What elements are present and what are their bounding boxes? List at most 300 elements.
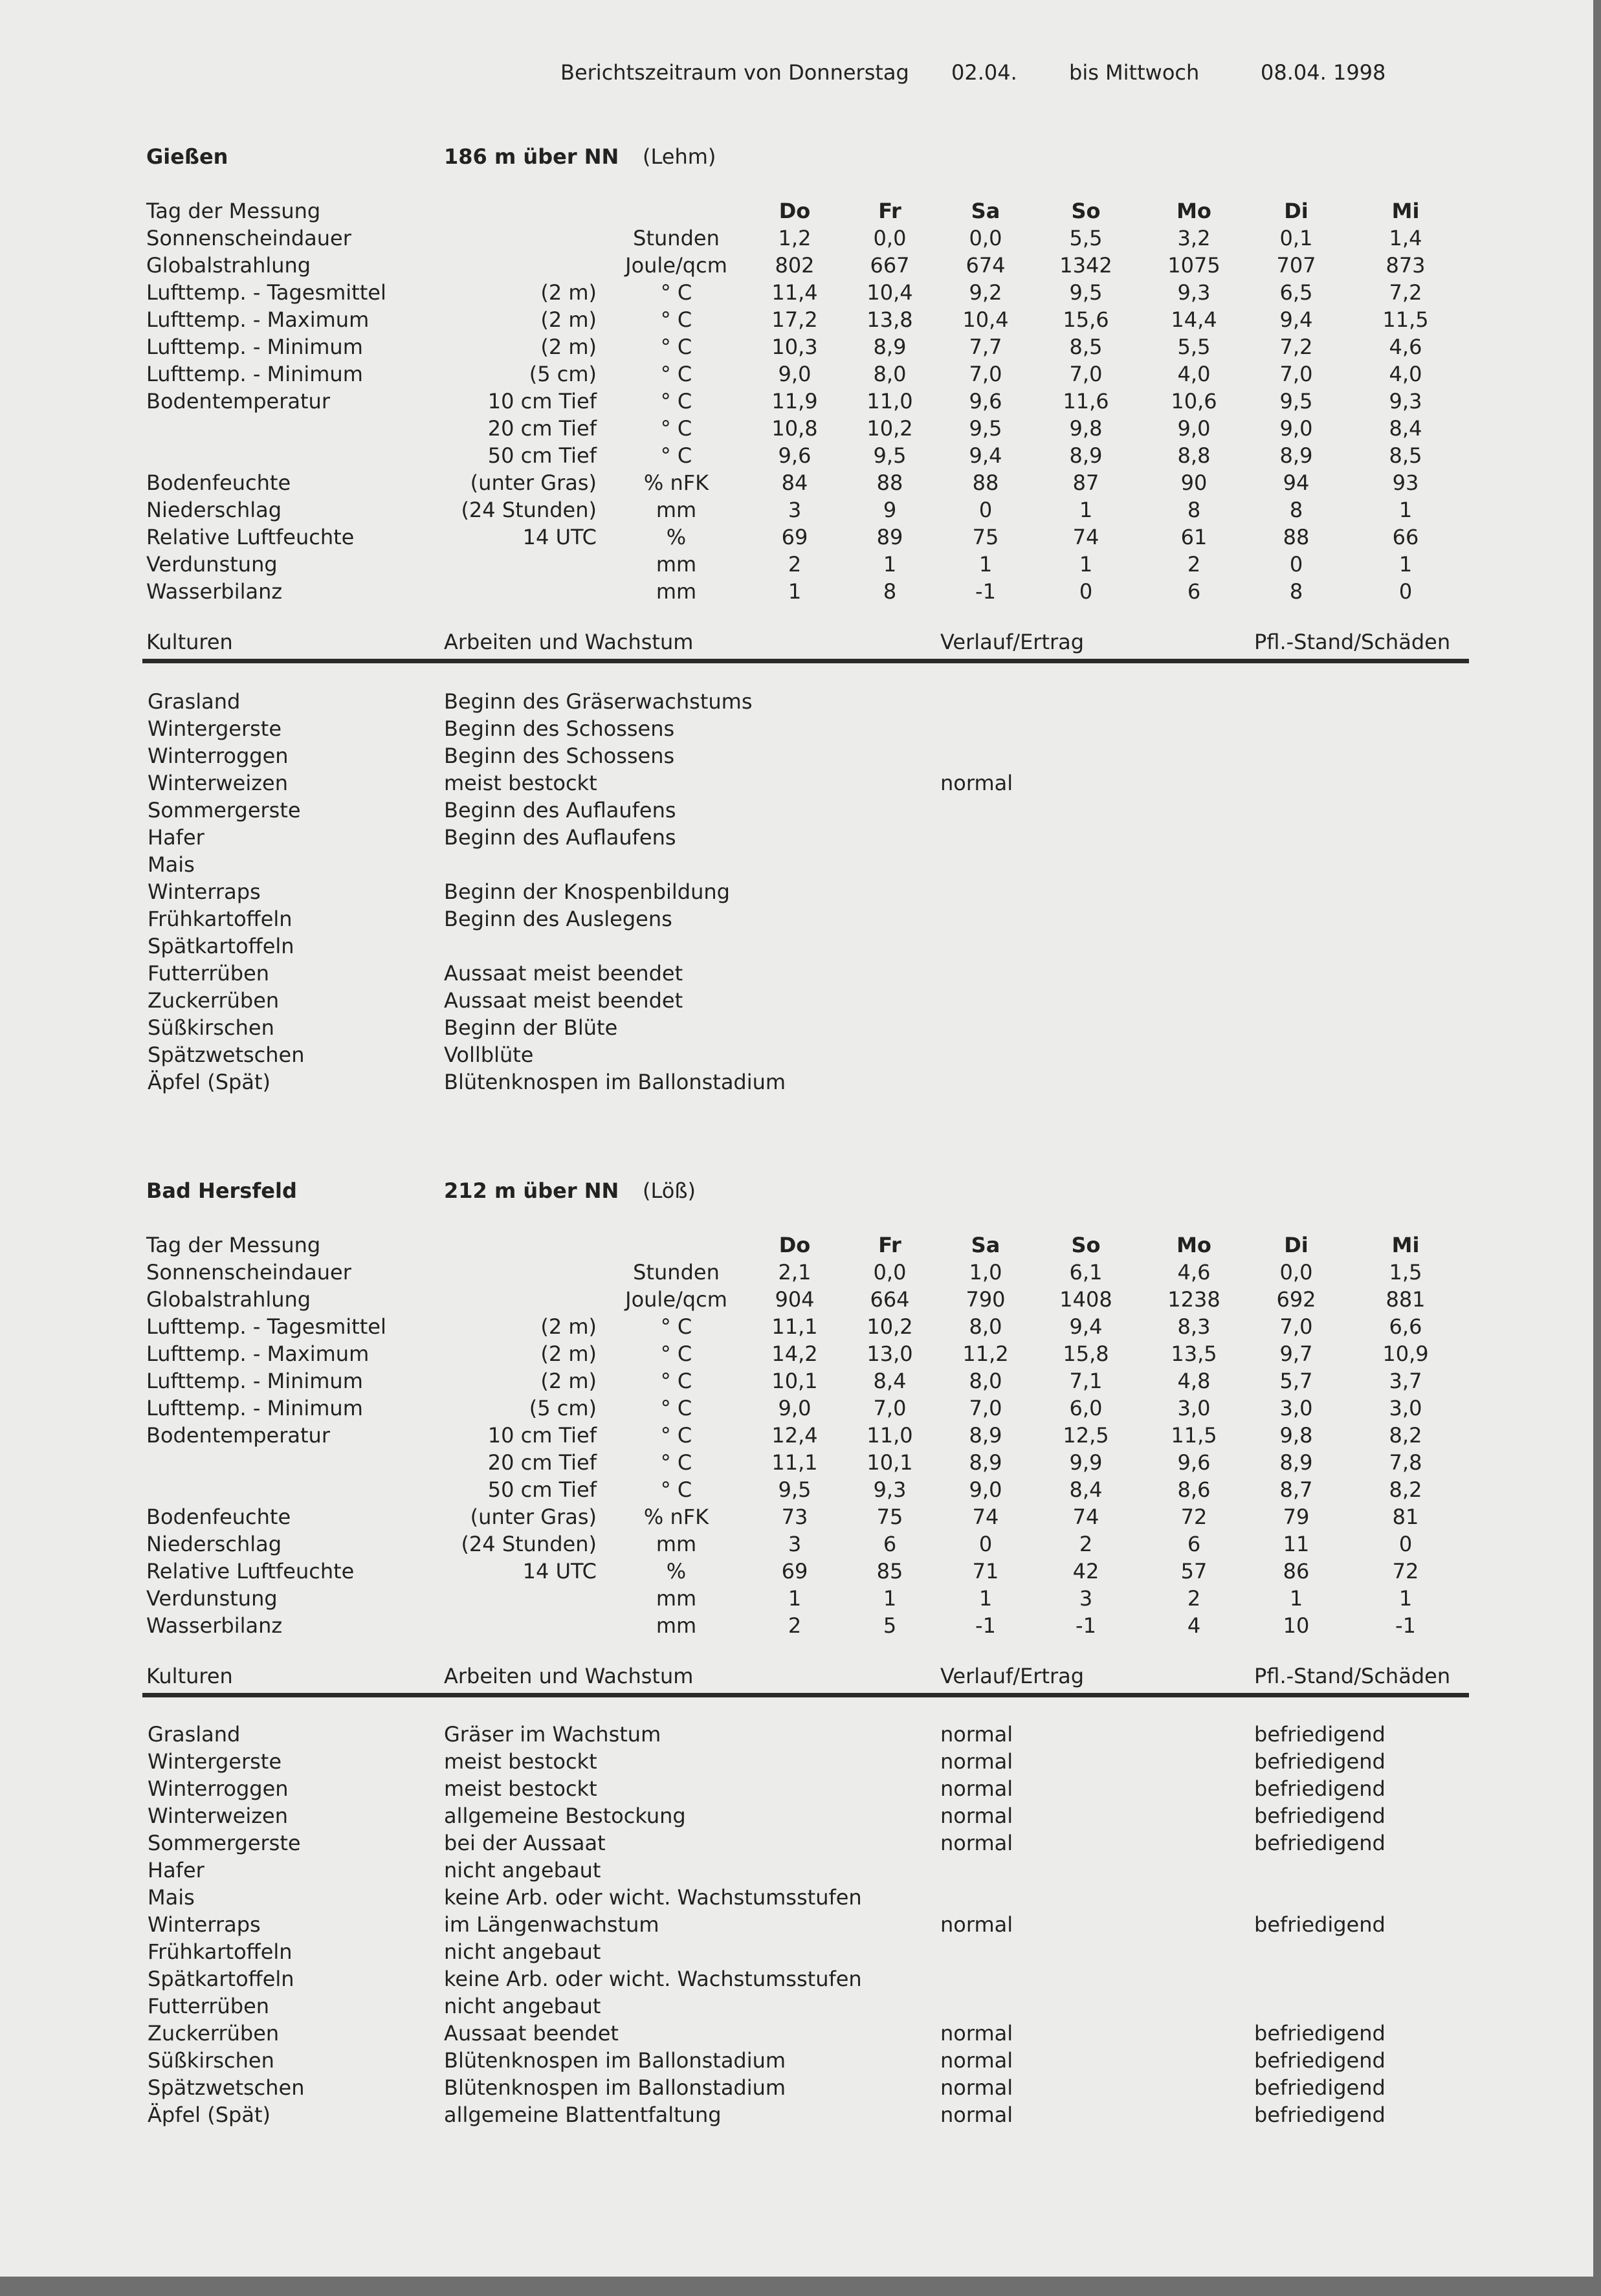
measurement-label: Bodentemperatur (146, 389, 330, 414)
crop-work: allgemeine Blattentfaltung (444, 2103, 722, 2127)
crop-work: nicht angebaut (444, 1994, 601, 2018)
crop-name: Spätkartoffeln (148, 934, 294, 958)
measurement-value: 9,6 (969, 389, 1002, 414)
measurement-value: 9,5 (873, 443, 907, 468)
measurement-label: Bodentemperatur (146, 1423, 330, 1448)
measurement-value: 10,4 (867, 280, 913, 305)
measurement-value: 11,9 (771, 389, 818, 414)
measurement-value: 10,2 (867, 1314, 913, 1339)
crop-work: Gräser im Wachstum (444, 1722, 661, 1747)
measurement-label: Wasserbilanz (146, 1613, 283, 1638)
day-header-label: Tag der Messung (146, 1233, 321, 1257)
measurement-label: Wasserbilanz (146, 579, 283, 604)
measurement-qualifier: 20 cm Tief (487, 416, 597, 441)
measurement-value: 9,4 (969, 443, 1002, 468)
crop-name: Süßkirschen (148, 2048, 274, 2073)
measurement-value: 9,5 (1279, 389, 1313, 414)
measurement-label: Lufttemp. - Minimum (146, 1369, 363, 1393)
crop-name: Hafer (148, 825, 204, 850)
measurement-value: 3 (1079, 1586, 1093, 1611)
measurement-value: 1 (978, 552, 993, 577)
crop-course: normal (940, 1831, 1013, 1855)
measurement-value: 7,8 (1389, 1450, 1422, 1475)
crop-work: bei der Aussaat (444, 1831, 606, 1855)
measurement-value: 0 (1398, 1532, 1413, 1556)
crop-header-kulturen: Kulturen (146, 1664, 233, 1688)
crop-course: normal (940, 1912, 1013, 1937)
measurement-value: 667 (870, 253, 910, 278)
measurement-unit: ° C (660, 389, 692, 414)
crop-state: befriedigend (1254, 1749, 1386, 1774)
measurement-value: 9,3 (1389, 389, 1422, 414)
measurement-value: 664 (870, 1287, 910, 1312)
measurement-value: 8,7 (1279, 1477, 1313, 1502)
measurement-unit: mm (656, 1613, 697, 1638)
crop-state: befriedigend (1254, 2075, 1386, 2100)
crop-name: Winterraps (148, 879, 261, 904)
crop-name: Wintergerste (148, 716, 282, 741)
measurement-value: 12,5 (1063, 1423, 1109, 1448)
measurement-value: 5,5 (1069, 226, 1103, 250)
crop-name: Winterraps (148, 1912, 261, 1937)
report-start-date: 02.04. (951, 60, 1017, 85)
measurement-value: 3,2 (1177, 226, 1211, 250)
measurement-value: 6,0 (1069, 1396, 1103, 1420)
measurement-value: 3,0 (1279, 1396, 1313, 1420)
measurement-label: Globalstrahlung (146, 1287, 311, 1312)
measurement-value: 4,0 (1389, 362, 1422, 386)
measurement-value: -1 (1395, 1613, 1416, 1638)
crop-state: befriedigend (1254, 1722, 1386, 1747)
measurement-unit: % (666, 1559, 687, 1584)
crop-course: normal (940, 1804, 1013, 1828)
measurement-value: 2,1 (778, 1260, 812, 1285)
measurement-value: 7,0 (1069, 362, 1103, 386)
measurement-value: 8,6 (1177, 1477, 1211, 1502)
measurement-unit: ° C (660, 1341, 692, 1366)
crop-header-arbeiten: Arbeiten und Wachstum (444, 630, 694, 654)
crop-name: Winterweizen (148, 771, 289, 795)
measurement-value: 674 (966, 253, 1006, 278)
crop-work: Beginn des Schossens (444, 716, 675, 741)
measurement-value: 69 (781, 525, 808, 549)
measurement-label: Relative Luftfeuchte (146, 525, 355, 549)
day-header-label: Tag der Messung (146, 199, 321, 223)
measurement-value: 81 (1392, 1505, 1419, 1529)
measurement-qualifier: (2 m) (540, 1341, 597, 1366)
crop-work: nicht angebaut (444, 1939, 601, 1964)
measurement-label: Relative Luftfeuchte (146, 1559, 355, 1584)
measurement-value: 4,0 (1177, 362, 1211, 386)
measurement-qualifier: (5 cm) (529, 362, 597, 386)
measurement-qualifier: (5 cm) (529, 1396, 597, 1420)
measurement-label: Niederschlag (146, 1532, 282, 1556)
measurement-unit: mm (656, 1586, 697, 1611)
measurement-value: 1 (1398, 552, 1413, 577)
station-elevation: 186 m über NN (444, 144, 619, 169)
crop-name: Winterroggen (148, 1776, 289, 1801)
measurement-value: 15,6 (1063, 307, 1109, 332)
measurement-unit: ° C (660, 280, 692, 305)
measurement-value: 2 (1187, 1586, 1201, 1611)
crop-work: Beginn der Blüte (444, 1015, 618, 1040)
measurement-qualifier: 10 cm Tief (487, 389, 597, 414)
measurement-value: 8,2 (1389, 1423, 1422, 1448)
measurement-value: 85 (876, 1559, 903, 1584)
crop-work: Beginn der Knospenbildung (444, 879, 730, 904)
crop-work: Aussaat meist beendet (444, 961, 683, 986)
measurement-value: 10,1 (771, 1369, 818, 1393)
measurement-qualifier: (24 Stunden) (461, 498, 597, 522)
measurement-value: 8,5 (1389, 443, 1422, 468)
report-end-date: 08.04. 1998 (1261, 60, 1386, 85)
station-name: Gießen (146, 144, 228, 169)
measurement-value: 71 (972, 1559, 999, 1584)
measurement-value: 9,0 (1177, 416, 1211, 441)
crop-work: Aussaat beendet (444, 2021, 619, 2046)
crop-name: Spätzwetschen (148, 2075, 305, 2100)
section-divider (142, 659, 1469, 663)
measurement-value: 3,0 (1389, 1396, 1422, 1420)
measurement-value: 9,3 (873, 1477, 907, 1502)
measurement-value: 1408 (1059, 1287, 1112, 1312)
measurement-value: 10,4 (962, 307, 1009, 332)
measurement-value: 8,9 (969, 1423, 1002, 1448)
measurement-value: 8,2 (1389, 1477, 1422, 1502)
measurement-qualifier: (24 Stunden) (461, 1532, 597, 1556)
measurement-value: 0,1 (1279, 226, 1313, 250)
day-header: Mi (1391, 1233, 1420, 1257)
measurement-value: 0,0 (873, 226, 907, 250)
measurement-value: 9,0 (778, 362, 812, 386)
crop-course: normal (940, 771, 1013, 795)
measurement-value: 8,5 (1069, 335, 1103, 359)
measurement-label: Lufttemp. - Minimum (146, 1396, 363, 1420)
measurement-value: 15,8 (1063, 1341, 1109, 1366)
measurement-value: 11,0 (867, 1423, 913, 1448)
measurement-value: 9,0 (778, 1396, 812, 1420)
measurement-value: 904 (775, 1287, 815, 1312)
crop-name: Zuckerrüben (148, 988, 280, 1013)
crop-work: Vollblüte (444, 1043, 534, 1067)
measurement-value: 10,6 (1171, 389, 1217, 414)
measurement-value: 7,0 (1279, 1314, 1313, 1339)
measurement-value: 8,0 (969, 1314, 1002, 1339)
crop-state: befriedigend (1254, 1776, 1386, 1801)
measurement-value: 9,4 (1069, 1314, 1103, 1339)
measurement-value: 93 (1392, 470, 1419, 495)
measurement-unit: ° C (660, 1369, 692, 1393)
measurement-value: 72 (1180, 1505, 1208, 1529)
measurement-value: 9,0 (1279, 416, 1313, 441)
measurement-value: 73 (781, 1505, 808, 1529)
crop-state: befriedigend (1254, 2103, 1386, 2127)
crop-work: Beginn des Gräserwachstums (444, 689, 753, 714)
measurement-value: 87 (1072, 470, 1099, 495)
station-soil: (Löß) (643, 1178, 696, 1203)
measurement-value: 8,9 (873, 335, 907, 359)
crop-name: Zuckerrüben (148, 2021, 280, 2046)
crop-name: Spätkartoffeln (148, 1967, 294, 1991)
measurement-value: 84 (781, 470, 808, 495)
crop-name: Frühkartoffeln (148, 1939, 293, 1964)
measurement-value: 5 (883, 1613, 897, 1638)
measurement-qualifier: 14 UTC (522, 1559, 597, 1584)
measurement-value: 1 (1289, 1586, 1303, 1611)
measurement-value: 8,9 (1279, 1450, 1313, 1475)
crop-name: Sommergerste (148, 798, 301, 822)
measurement-unit: Joule/qcm (625, 253, 727, 278)
measurement-qualifier: 20 cm Tief (487, 1450, 597, 1475)
crop-work: im Längenwachstum (444, 1912, 659, 1937)
measurement-value: 61 (1180, 525, 1208, 549)
crop-name: Winterweizen (148, 1804, 289, 1828)
measurement-value: 7,0 (1279, 362, 1313, 386)
crop-work: Beginn des Auslegens (444, 907, 672, 931)
measurement-value: 4 (1187, 1613, 1201, 1638)
crop-course: normal (940, 1776, 1013, 1801)
measurement-value: 14,2 (771, 1341, 818, 1366)
measurement-value: 881 (1386, 1287, 1426, 1312)
crop-header-verlauf: Verlauf/Ertrag (940, 1664, 1085, 1688)
measurement-unit: ° C (660, 1314, 692, 1339)
day-header: Mo (1176, 199, 1211, 223)
measurement-unit: ° C (660, 416, 692, 441)
measurement-value: 79 (1283, 1505, 1310, 1529)
measurement-unit: mm (656, 498, 697, 522)
report-period-prefix: Berichtszeitraum von Donnerstag (560, 60, 909, 85)
measurement-value: 88 (972, 470, 999, 495)
measurement-value: 8,3 (1177, 1314, 1211, 1339)
measurement-value: 1,5 (1389, 1260, 1422, 1285)
measurement-value: 7,0 (969, 1396, 1002, 1420)
measurement-value: 802 (775, 253, 815, 278)
crop-name: Grasland (148, 1722, 241, 1747)
measurement-value: 873 (1386, 253, 1426, 278)
section-divider (142, 1693, 1469, 1697)
measurement-value: 10 (1283, 1613, 1310, 1638)
measurement-value: 11 (1283, 1532, 1310, 1556)
measurement-value: 10,3 (771, 335, 818, 359)
measurement-qualifier: (2 m) (540, 1369, 597, 1393)
measurement-value: 4,6 (1389, 335, 1422, 359)
measurement-value: 9,5 (969, 416, 1002, 441)
measurement-qualifier: 50 cm Tief (487, 1477, 597, 1502)
crop-course: normal (940, 1749, 1013, 1774)
crop-name: Mais (148, 1885, 195, 1910)
crop-header-pfl-stand: Pfl.-Stand/Schäden (1254, 1664, 1451, 1688)
crop-work: Blütenknospen im Ballonstadium (444, 2075, 786, 2100)
measurement-value: 707 (1276, 253, 1316, 278)
crop-name: Wintergerste (148, 1749, 282, 1774)
measurement-qualifier: 14 UTC (522, 525, 597, 549)
crop-state: befriedigend (1254, 2048, 1386, 2073)
measurement-value: 9,6 (1177, 1450, 1211, 1475)
crop-name: Frühkartoffeln (148, 907, 293, 931)
measurement-value: 11,6 (1063, 389, 1109, 414)
measurement-label: Niederschlag (146, 498, 282, 522)
measurement-value: -1 (975, 579, 996, 604)
measurement-value: 8,0 (969, 1369, 1002, 1393)
measurement-value: 8,9 (1279, 443, 1313, 468)
crop-course: normal (940, 2075, 1013, 2100)
measurement-value: 6 (1187, 1532, 1201, 1556)
measurement-value: 2 (1079, 1532, 1093, 1556)
measurement-label: Lufttemp. - Minimum (146, 335, 363, 359)
measurement-value: 5,5 (1177, 335, 1211, 359)
measurement-value: 2 (788, 552, 802, 577)
measurement-label: Lufttemp. - Maximum (146, 1341, 370, 1366)
measurement-value: 1 (883, 552, 897, 577)
day-header: So (1071, 199, 1101, 223)
measurement-unit: Stunden (633, 226, 720, 250)
day-header: Do (778, 1233, 811, 1257)
measurement-unit: ° C (660, 307, 692, 332)
measurement-value: 69 (781, 1559, 808, 1584)
crop-work: Beginn des Auflaufens (444, 825, 676, 850)
measurement-value: 74 (1072, 1505, 1099, 1529)
measurement-value: 74 (972, 1505, 999, 1529)
measurement-value: 7,0 (969, 362, 1002, 386)
measurement-value: 8,4 (1389, 416, 1422, 441)
crop-state: befriedigend (1254, 2021, 1386, 2046)
day-header: Mi (1391, 199, 1420, 223)
crop-state: befriedigend (1254, 1912, 1386, 1937)
day-header: Di (1284, 199, 1308, 223)
measurement-value: 6,6 (1389, 1314, 1422, 1339)
crop-name: Äpfel (Spät) (148, 1070, 271, 1094)
measurement-label: Bodenfeuchte (146, 470, 291, 495)
measurement-value: 10,9 (1382, 1341, 1429, 1366)
measurement-value: -1 (1076, 1613, 1096, 1638)
measurement-value: 8 (883, 579, 897, 604)
measurement-value: 1 (788, 1586, 802, 1611)
measurement-value: 0 (1289, 552, 1303, 577)
crop-name: Äpfel (Spät) (148, 2103, 271, 2127)
measurement-qualifier: (2 m) (540, 307, 597, 332)
measurement-value: 0,0 (873, 1260, 907, 1285)
measurement-value: 11,1 (771, 1450, 818, 1475)
crop-course: normal (940, 1722, 1013, 1747)
station-soil: (Lehm) (643, 144, 716, 169)
measurement-value: 4,6 (1177, 1260, 1211, 1285)
measurement-value: 72 (1392, 1559, 1419, 1584)
measurement-unit: mm (656, 579, 697, 604)
measurement-value: 88 (876, 470, 903, 495)
measurement-value: 9,4 (1279, 307, 1313, 332)
measurement-value: 9,9 (1069, 1450, 1103, 1475)
measurement-value: 0 (978, 1532, 993, 1556)
measurement-value: 3,7 (1389, 1369, 1422, 1393)
crop-header-pfl-stand: Pfl.-Stand/Schäden (1254, 630, 1451, 654)
measurement-value: 9,2 (969, 280, 1002, 305)
day-header: Fr (878, 1233, 901, 1257)
measurement-value: 9,5 (778, 1477, 812, 1502)
measurement-value: 9,7 (1279, 1341, 1313, 1366)
measurement-value: 0,0 (1279, 1260, 1313, 1285)
crop-work: Aussaat meist beendet (444, 988, 683, 1013)
station-name: Bad Hersfeld (146, 1178, 297, 1203)
crop-name: Sommergerste (148, 1831, 301, 1855)
measurement-qualifier: 50 cm Tief (487, 443, 597, 468)
measurement-value: 8,9 (969, 1450, 1002, 1475)
measurement-label: Verdunstung (146, 552, 278, 577)
measurement-value: 10,2 (867, 416, 913, 441)
crop-work: keine Arb. oder wicht. Wachstumsstufen (444, 1885, 862, 1910)
crop-header-verlauf: Verlauf/Ertrag (940, 630, 1085, 654)
measurement-value: 88 (1283, 525, 1310, 549)
measurement-value: 2 (1187, 552, 1201, 577)
day-header: Di (1284, 1233, 1308, 1257)
measurement-label: Bodenfeuchte (146, 1505, 291, 1529)
measurement-value: 1 (978, 1586, 993, 1611)
day-header: Mo (1176, 1233, 1211, 1257)
measurement-value: 0 (978, 498, 993, 522)
crop-work: nicht angebaut (444, 1858, 601, 1882)
measurement-value: 9,0 (969, 1477, 1002, 1502)
measurement-value: 8 (1187, 498, 1201, 522)
measurement-unit: mm (656, 1532, 697, 1556)
measurement-value: 0 (1398, 579, 1413, 604)
measurement-value: 8 (1289, 498, 1303, 522)
measurement-unit: % nFK (643, 470, 709, 495)
crop-name: Hafer (148, 1858, 204, 1882)
crop-name: Futterrüben (148, 1994, 270, 2018)
measurement-value: 790 (966, 1287, 1006, 1312)
measurement-value: 6 (1187, 579, 1201, 604)
measurement-value: 9,8 (1279, 1423, 1313, 1448)
measurement-value: 8,0 (873, 362, 907, 386)
day-header: Fr (878, 199, 901, 223)
crop-name: Spätzwetschen (148, 1043, 305, 1067)
measurement-value: 692 (1276, 1287, 1316, 1312)
measurement-value: 1,0 (969, 1260, 1002, 1285)
measurement-value: 7,7 (969, 335, 1002, 359)
measurement-value: 10,1 (867, 1450, 913, 1475)
measurement-qualifier: (2 m) (540, 1314, 597, 1339)
measurement-unit: ° C (660, 1450, 692, 1475)
measurement-value: 4,8 (1177, 1369, 1211, 1393)
measurement-value: 9,8 (1069, 416, 1103, 441)
measurement-value: 13,0 (867, 1341, 913, 1366)
report-period-connector: bis Mittwoch (1069, 60, 1200, 85)
measurement-value: 6,5 (1279, 280, 1313, 305)
measurement-value: 9,3 (1177, 280, 1211, 305)
crop-work: meist bestockt (444, 1749, 597, 1774)
measurement-value: 8,9 (1069, 443, 1103, 468)
measurement-value: 57 (1180, 1559, 1208, 1584)
measurement-qualifier: (2 m) (540, 335, 597, 359)
measurement-value: 8 (1289, 579, 1303, 604)
crop-name: Mais (148, 852, 195, 877)
measurement-qualifier: 10 cm Tief (487, 1423, 597, 1448)
crop-header-kulturen: Kulturen (146, 630, 233, 654)
measurement-value: 12,4 (771, 1423, 818, 1448)
measurement-value: 1 (883, 1586, 897, 1611)
measurement-unit: Joule/qcm (625, 1287, 727, 1312)
crop-course: normal (940, 2021, 1013, 2046)
measurement-qualifier: (2 m) (540, 280, 597, 305)
measurement-value: 11,4 (771, 280, 818, 305)
measurement-value: 5,7 (1279, 1369, 1313, 1393)
measurement-unit: ° C (660, 1477, 692, 1502)
measurement-value: -1 (975, 1613, 996, 1638)
measurement-value: 6,1 (1069, 1260, 1103, 1285)
measurement-value: 8,4 (873, 1369, 907, 1393)
measurement-value: 14,4 (1171, 307, 1217, 332)
measurement-value: 89 (876, 525, 903, 549)
measurement-value: 9,6 (778, 443, 812, 468)
